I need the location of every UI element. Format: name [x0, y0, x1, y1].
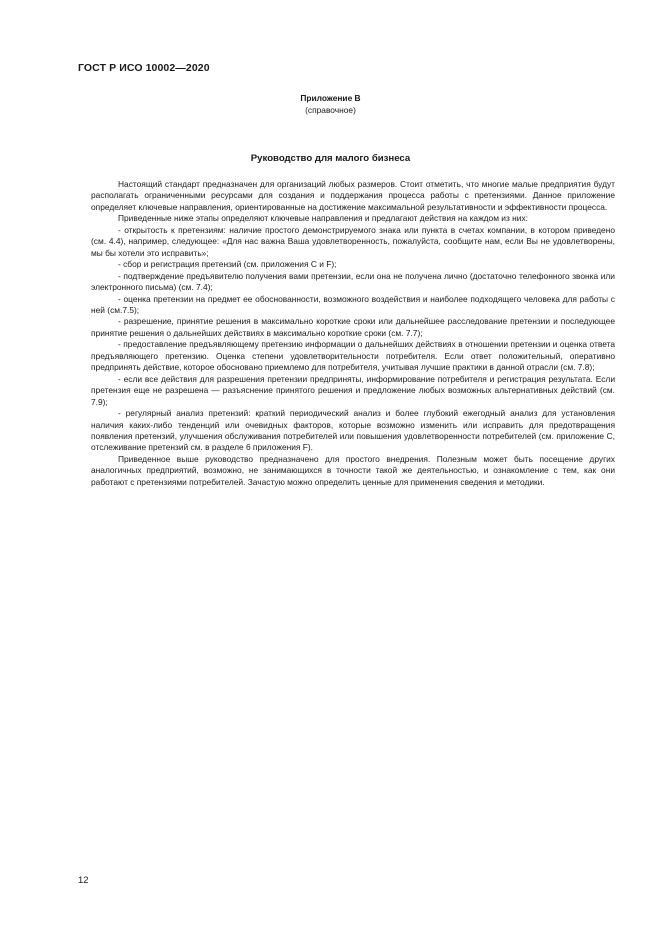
- annex-kind: (справочное): [305, 104, 356, 115]
- list-item: - предоставление предъявляющему претензию информации о дальнейших действиях в отношении претензии и оценка ответа предъявляющего претензию. Оценка степени удовлетворительности потребителя. Если ответ положительный, оперативно предпринять действие, которое обосновано приемлемо для потребителя, учитывая лучшие практики в данной отрасли (см. 7.8);: [91, 339, 615, 373]
- list-item: - подтверждение предъявителю получения вами претензии, если она не получена лично (достаточно телефонного звонка или электронного письма) (см. 7.4);: [91, 270, 615, 293]
- paragraph-intro: Настоящий стандарт предназначен для организаций любых размеров. Стоит отметить, что многие малые предприятия будут располагать ограниченными ресурсами для создания и поддержания процесса работы с претензиями. Данное приложение определяет ключевые направления, ориентированные на достижение максимальной результативности и эффективности процесса.: [91, 179, 615, 212]
- page-number: 12: [78, 874, 89, 885]
- list-item: - регулярный анализ претензий: краткий периодический анализ и более глубокий ежегодный анализ для установления наличия каких-либо тенденций или очевидных факторов, которые возможно изменить или исправить для предотвращения появления претензий, улучшения обслуживания потребителей или повышения удовлетворенности потребителей (см. приложение С, отслеживание претензий см. в разделе 6 приложения F).: [91, 408, 615, 453]
- body-text: [91, 179, 615, 488]
- list-item: - если все действия для разрешения претензии предприняты, информирование потребителя и регистрация результата. Если претензия еще не разрешена — разъяснение принятого решения и предложение любых возможных альтернативных действий (см. 7.9);: [91, 373, 615, 407]
- list-item: - сбор и регистрация претензий (см. приложения С и F);: [118, 259, 337, 270]
- paragraph-steps-intro: Приведенные ниже этапы определяют ключевые направления и предлагают действия на каждом из них:: [118, 213, 528, 224]
- section-title: Руководство для малого бизнеса: [250, 153, 411, 164]
- paragraph-closing: Приведенное выше руководство предназначено для простого внедрения. Полезным может быть посещение других аналогичных предприятий, возможно, не занимающихся в точности такой же деятельностью, и ознакомление с тем, как они работают с претензиями потребителей. Зачастую можно определить ценные для применения сведения и методики.: [91, 453, 615, 487]
- list-item: - разрешение, принятие решения в максимально короткие сроки или дальнейшее расследование претензии и последующее принятие решения о дальнейших действиях в максимально короткие сроки (см. 7.7);: [91, 316, 615, 338]
- annex-title: Приложение В: [300, 93, 361, 103]
- list-item: - открытость к претензиям: наличие простого демонстрируемого знака или пункта в счетах компании, в котором приведено (см. 4.4), например, следующее: «Для нас важна Ваша удовлетворенность, пожалуйста, сообщите нам, если Вы не удовлетворены, мы бы хотели это исправить»;: [91, 224, 615, 258]
- list-item: - оценка претензии на предмет ее обоснованности, возможного воздействия и наиболее подходящего человека для работы с ней (см.7.5);: [91, 293, 615, 315]
- standard-id: ГОСТ Р ИСО 10002—2020: [78, 62, 210, 74]
- annex-heading: [0, 93, 661, 116]
